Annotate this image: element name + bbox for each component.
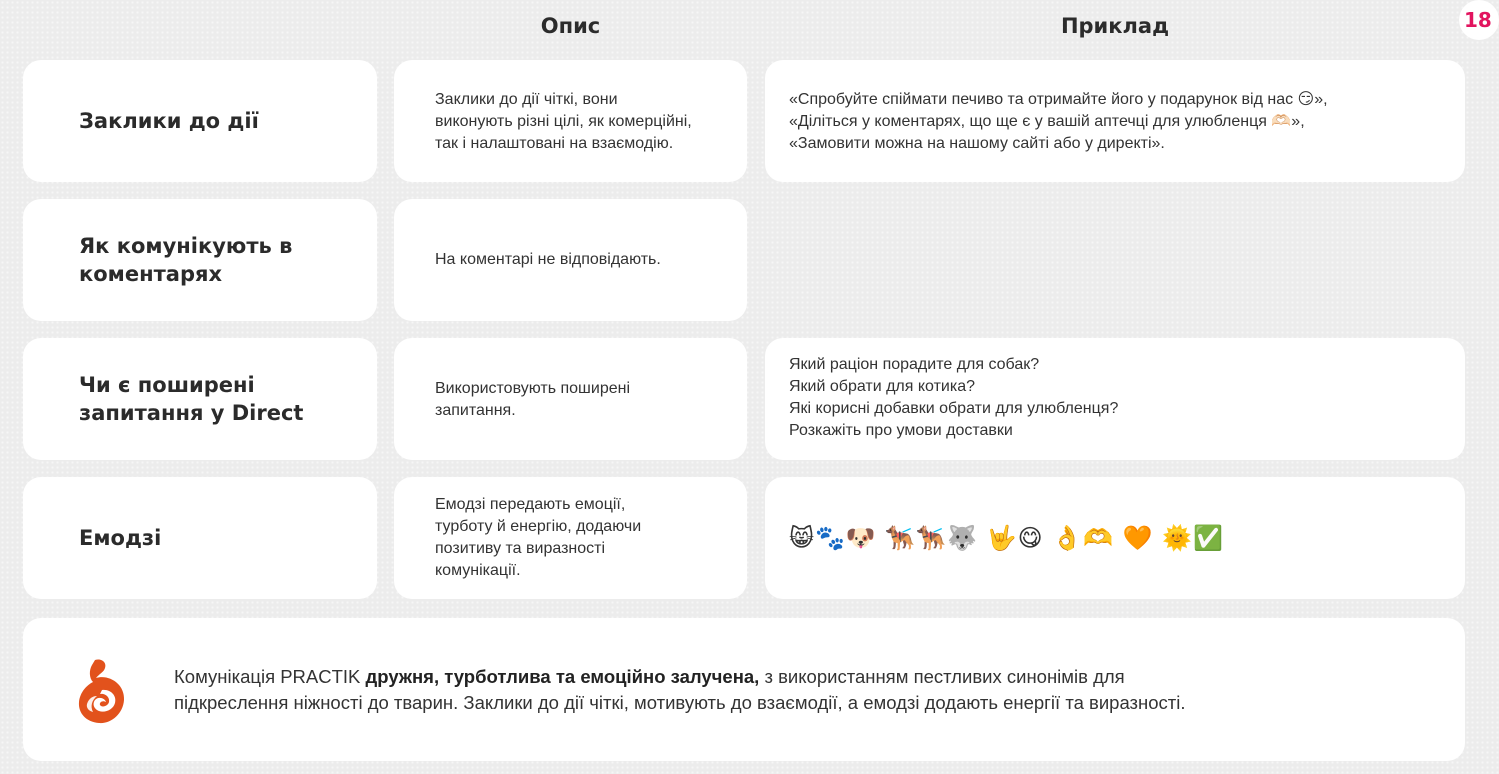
description-line: Емодзі передають емоції, bbox=[435, 496, 626, 513]
row-label-text: Чи є поширені запитання у Direct bbox=[79, 373, 304, 425]
summary-card bbox=[23, 618, 1465, 761]
example-line: «Спробуйте спіймати печиво та отримайте його у подарунок від нас 😏», bbox=[789, 91, 1328, 108]
summary-line2: підкреслення ніжності до тварин. Заклики до дії чіткі, мотивують до взаємодії, а емодзі додають енергії та виразності. bbox=[174, 692, 1186, 713]
row-example-calls-to-action bbox=[765, 60, 1465, 182]
row-label-comments bbox=[23, 199, 377, 321]
description-line: запитання. bbox=[435, 402, 516, 419]
practik-logo-icon bbox=[75, 656, 129, 726]
emoji-examples: 😸🐾🐶 🐕‍🦺🐕‍🦺🐺 🤟😋 👌🫶 🧡 🌞✅ bbox=[789, 524, 1224, 552]
description-line: так і налаштовані на взаємодію. bbox=[435, 135, 674, 152]
description-line: Заклики до дії чіткі, вони bbox=[435, 91, 618, 108]
row-label-emoji bbox=[23, 477, 377, 599]
description-line: виконують різні цілі, як комерційні, bbox=[435, 113, 692, 130]
row-label-calls-to-action bbox=[23, 60, 377, 182]
row-description-calls-to-action bbox=[394, 60, 747, 182]
summary-text bbox=[174, 664, 1434, 716]
description-line: Використовують поширені bbox=[435, 380, 630, 397]
description-line: На коментарі не відповідають. bbox=[435, 251, 661, 268]
example-line: Які корисні добавки обрати для улюбленця? bbox=[789, 400, 1119, 417]
summary-prefix: Комунікація PRACTIK bbox=[174, 666, 366, 687]
row-description-comments bbox=[394, 199, 747, 321]
column-header-example: Приклад bbox=[1060, 14, 1170, 38]
row-example-emoji bbox=[765, 477, 1465, 599]
row-example-direct-faq bbox=[765, 338, 1465, 460]
example-line: Розкажіть про умови доставки bbox=[789, 422, 1013, 439]
description-line: позитиву та виразності bbox=[435, 540, 606, 557]
row-label-text: Заклики до дії bbox=[79, 109, 259, 133]
description-line: турботу й енергію, додаючи bbox=[435, 518, 642, 535]
row-label-direct-faq bbox=[23, 338, 377, 460]
row-label-text: Як комунікують в коментарях bbox=[79, 234, 293, 286]
example-line: «Діліться у коментарях, що ще є у вашій аптечці для улюбленця 🫶🏻», bbox=[789, 113, 1305, 130]
row-description-direct-faq bbox=[394, 338, 747, 460]
row-description-emoji bbox=[394, 477, 747, 599]
example-line: Який обрати для котика? bbox=[789, 378, 976, 395]
summary-suffix: з використанням пестливих синонімів для bbox=[759, 666, 1125, 687]
description-line: комунікації. bbox=[435, 562, 521, 579]
page-number-badge: 18 bbox=[1459, 0, 1499, 40]
summary-bold: дружня, турботлива та емоційно залучена, bbox=[365, 666, 760, 687]
example-line: Який раціон порадите для собак? bbox=[789, 356, 1040, 373]
row-label-text: Емодзі bbox=[79, 526, 162, 550]
column-header-description: Опис bbox=[540, 14, 601, 38]
example-line: «Замовити можна на нашому сайті або у директі». bbox=[789, 135, 1165, 152]
